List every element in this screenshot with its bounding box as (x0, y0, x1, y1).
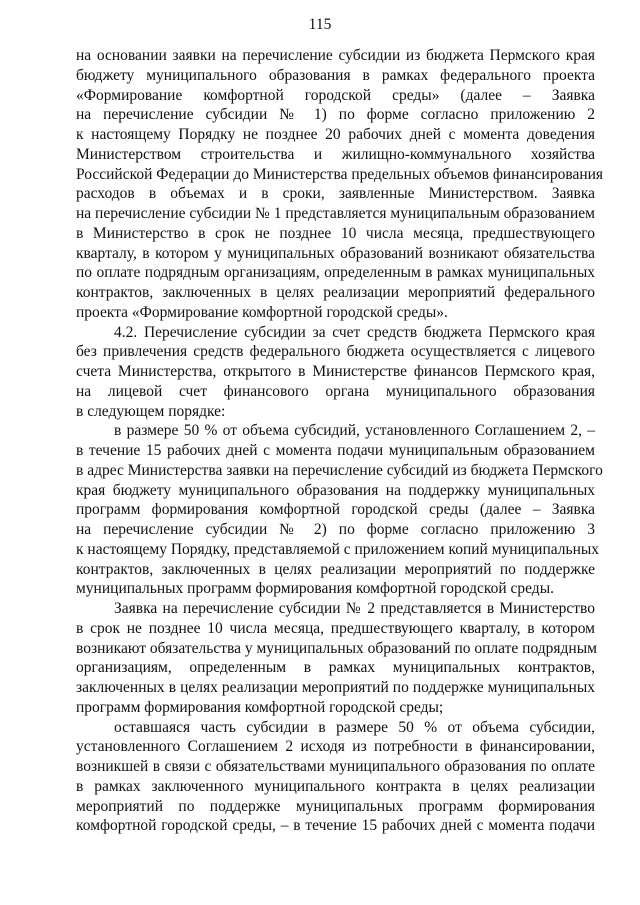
paragraph (76, 599, 595, 718)
text-line: к настоящему Порядку не позднее 20 рабочих дней с момента доведения (76, 126, 595, 143)
text-line: на перечисление субсидии № 2) по форме согласно приложению 3 (76, 521, 595, 538)
text-line: счета Министерства, открытого в Министерстве финансов Пермского края, (76, 363, 595, 380)
text-line: муниципальных программ формирования комфортной городской среды. (76, 580, 554, 598)
text-line: возникшей в связи с обязательствами муниципального образования по оплате (76, 758, 595, 775)
text-line: возникают обязательства у муниципальных образований по оплате подрядным (76, 639, 597, 657)
text-line: Министерством строительства и жилищно-коммунального хозяйства (76, 145, 595, 163)
text-line: комфортной городской среды, – в течение 15 рабочих дней с момента подачи (76, 817, 595, 835)
text-line: на перечисление субсидии № 1 представляется муниципальным образованием (76, 205, 595, 222)
text-line: установленного Соглашением 2 исходя из потребности в финансировании, (76, 738, 595, 756)
paragraph (76, 718, 595, 837)
text-line: контрактов, заключенных в целях реализации мероприятий по поддержке (76, 560, 595, 578)
text-line: проекта «Формирование комфортной городской среды». (76, 303, 448, 321)
text-line: организациям, определенным в рамках муниципальных контрактов, (76, 659, 595, 677)
text-line: к настоящему Порядку, представляемой с приложением копий муниципальных (76, 540, 600, 558)
text-line: края бюджету муниципального образования на поддержку муниципальных (76, 481, 595, 499)
text-line: бюджету муниципального образования в рамках федерального проекта (76, 66, 595, 84)
paragraph (76, 421, 603, 599)
text-line: контрактов, заключенных в целях реализации мероприятий федерального (76, 284, 595, 301)
document-body (76, 46, 604, 836)
paragraph (76, 46, 604, 323)
text-line: в срок не позднее 10 числа месяца, предшествующего кварталу, в котором (76, 619, 595, 637)
text-line: расходов в объемах и в сроки, заявленные Министерством. Заявка (76, 185, 595, 203)
text-line: кварталу, в котором у муниципальных образований возникают обязательства (76, 244, 595, 262)
text-line: оставшаяся часть субсидии в размере 50 % от объема субсидии, (114, 718, 595, 736)
page-number: 115 (308, 16, 332, 33)
text-line: 4.2. Перечисление субсидии за счет средств бюджета Пермского края (114, 323, 595, 341)
text-line: на перечисление субсидии № 1) по форме согласно приложению 2 (76, 106, 595, 124)
text-line: Российской Федерации до Министерства предельных объемов финансирования (76, 165, 604, 183)
text-line: программ формирования комфортной городской среды (далее – Заявка (76, 501, 595, 519)
text-line: на основании заявки на перечисление субсидии из бюджета Пермского края (76, 47, 595, 64)
text-line: в размере 50 % от объема субсидий, установленного Соглашением 2, – (114, 422, 595, 440)
text-line: программ формирования комфортной городской среды; (76, 698, 444, 716)
text-line: в рамках заключенного муниципального контракта в целях реализации (76, 777, 595, 795)
text-line: «Формирование комфортной городской среды» (далее – Заявка (76, 86, 595, 104)
text-line: в следующем порядке: (76, 402, 226, 420)
text-line: Заявка на перечисление субсидии № 2 представляется в Министерство (114, 600, 595, 617)
text-line: на лицевой счет финансового органа муниципального образования (76, 382, 595, 400)
text-line: в адрес Министерства заявки на перечисление субсидий из бюджета Пермского (76, 461, 603, 479)
paragraph (76, 323, 595, 422)
text-line: без привлечения средств федерального бюджета осуществляется с лицевого (76, 343, 595, 361)
text-line: заключенных в целях реализации мероприятий по поддержке муниципальных (76, 679, 595, 696)
text-line: в течение 15 рабочих дней с момента подачи муниципальным образованием (76, 442, 595, 459)
text-line: мероприятий по поддержке муниципальных программ формирования (76, 797, 595, 815)
text-line: в Министерство в срок не позднее 10 числа месяца, предшествующего (76, 224, 595, 242)
text-line: по оплате подрядным организациям, определенным в рамках муниципальных (76, 264, 595, 282)
